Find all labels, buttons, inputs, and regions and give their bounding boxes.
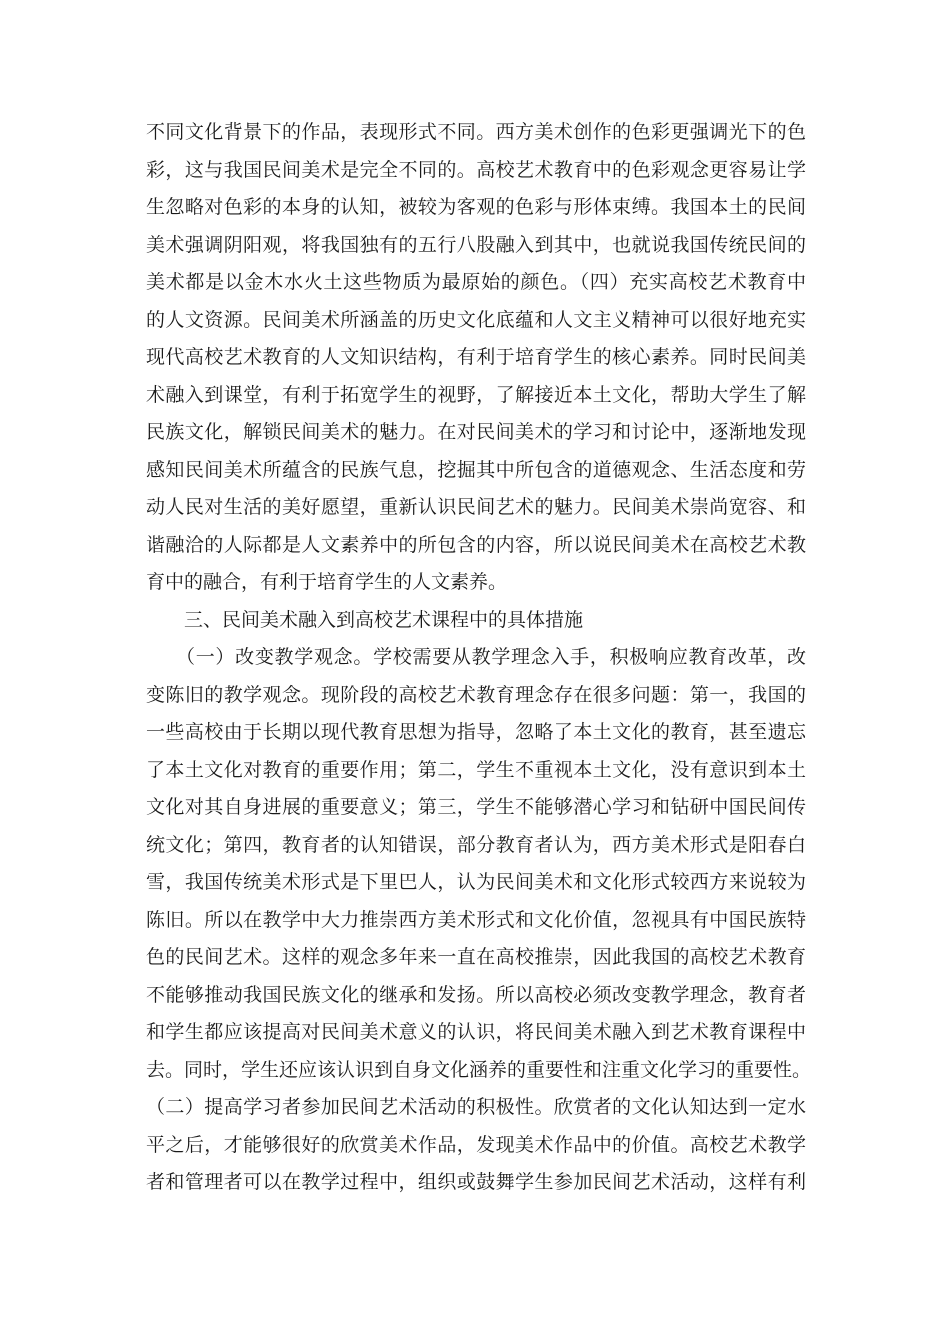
body-text	[146, 114, 812, 1202]
text-line: 美术都是以金木水火土这些物质为最原始的颜色。（四）充实高校艺术教育中	[146, 271, 806, 293]
text-line: 和学生都应该提高对民间美术意义的认识，将民间美术融入到艺术教育课程中	[146, 1021, 806, 1043]
text-line: 彩，这与我国民间美术是完全不同的。高校艺术教育中的色彩观念更容易让学	[146, 158, 806, 181]
text-line: 文化对其自身进展的重要意义；第三，学生不能够潜心学习和钻研中国民间传	[146, 796, 806, 818]
text-line: 者和管理者可以在教学过程中，组织或鼓舞学生参加民间艺术活动，这样有利	[146, 1171, 806, 1193]
text-line: 平之后，才能够很好的欣赏美术作品，发现美术作品中的价值。高校艺术教学	[146, 1133, 806, 1156]
text-line: 统文化；第四，教育者的认知错误，部分教育者认为，西方美术形式是阳春白	[146, 833, 806, 856]
text-line: 陈旧。所以在教学中大力推崇西方美术形式和文化价值，忽视具有中国民族特	[146, 908, 806, 931]
text-line: 不同文化背景下的作品，表现形式不同。西方美术创作的色彩更强调光下的色	[146, 121, 806, 143]
text-line: 色的民间艺术。这样的观念多年来一直在高校推崇，因此我国的高校艺术教育	[146, 946, 806, 968]
text-line: 美术强调阴阳观，将我国独有的五行八股融入到其中，也就说我国传统民间的	[146, 233, 806, 256]
text-line: 动人民对生活的美好愿望，重新认识民间艺术的魅力。民间美术崇尚宽容、和	[146, 496, 806, 518]
section-heading: 三、民间美术融入到高校艺术课程中的具体措施	[184, 608, 584, 631]
text-line: 去。同时，学生还应该认识到自身文化涵养的重要性和注重文化学习的重要性。	[146, 1058, 812, 1081]
text-line: 术融入到课堂，有利于拓宽学生的视野，了解接近本土文化，帮助大学生了解	[146, 383, 806, 406]
text-line: 变陈旧的教学观念。现阶段的高校艺术教育理念存在很多问题：第一，我国的	[146, 683, 806, 706]
text-line: 谐融洽的人际都是人文素养中的所包含的内容，所以说民间美术在高校艺术教	[146, 533, 806, 556]
text-line: 感知民间美术所蕴含的民族气息，挖掘其中所包含的道德观念、生活态度和劳	[146, 458, 806, 481]
text-line: 现代高校艺术教育的人文知识结构，有利于培育学生的核心素养。同时民间美	[146, 346, 806, 368]
text-line: 育中的融合，有利于培育学生的人文素养。	[146, 571, 508, 593]
text-line: 一些高校由于长期以现代教育思想为指导，忽略了本土文化的教育，甚至遗忘	[146, 721, 806, 743]
text-line: 的人文资源。民间美术所涵盖的历史文化底蕴和人文主义精神可以很好地充实	[146, 308, 806, 331]
text-line: 不能够推动我国民族文化的继承和发扬。所以高校必须改变教学理念，教育者	[146, 983, 806, 1006]
text-line: 雪，我国传统美术形式是下里巴人，认为民间美术和文化形式较西方来说较为	[146, 871, 806, 893]
text-line: （一）改变教学观念。学校需要从教学理念入手，积极响应教育改革，改	[176, 646, 806, 668]
text-line: （二）提高学习者参加民间艺术活动的积极性。欣赏者的文化认知达到一定水	[146, 1096, 806, 1118]
text-line: 民族文化，解锁民间美术的魅力。在对民间美术的学习和讨论中，逐渐地发现	[146, 421, 806, 443]
text-line: 了本土文化对教育的重要作用；第二，学生不重视本土文化，没有意识到本土	[146, 758, 806, 781]
text-line: 生忽略对色彩的本身的认知，被较为客观的色彩与形体束缚。我国本土的民间	[146, 196, 806, 218]
